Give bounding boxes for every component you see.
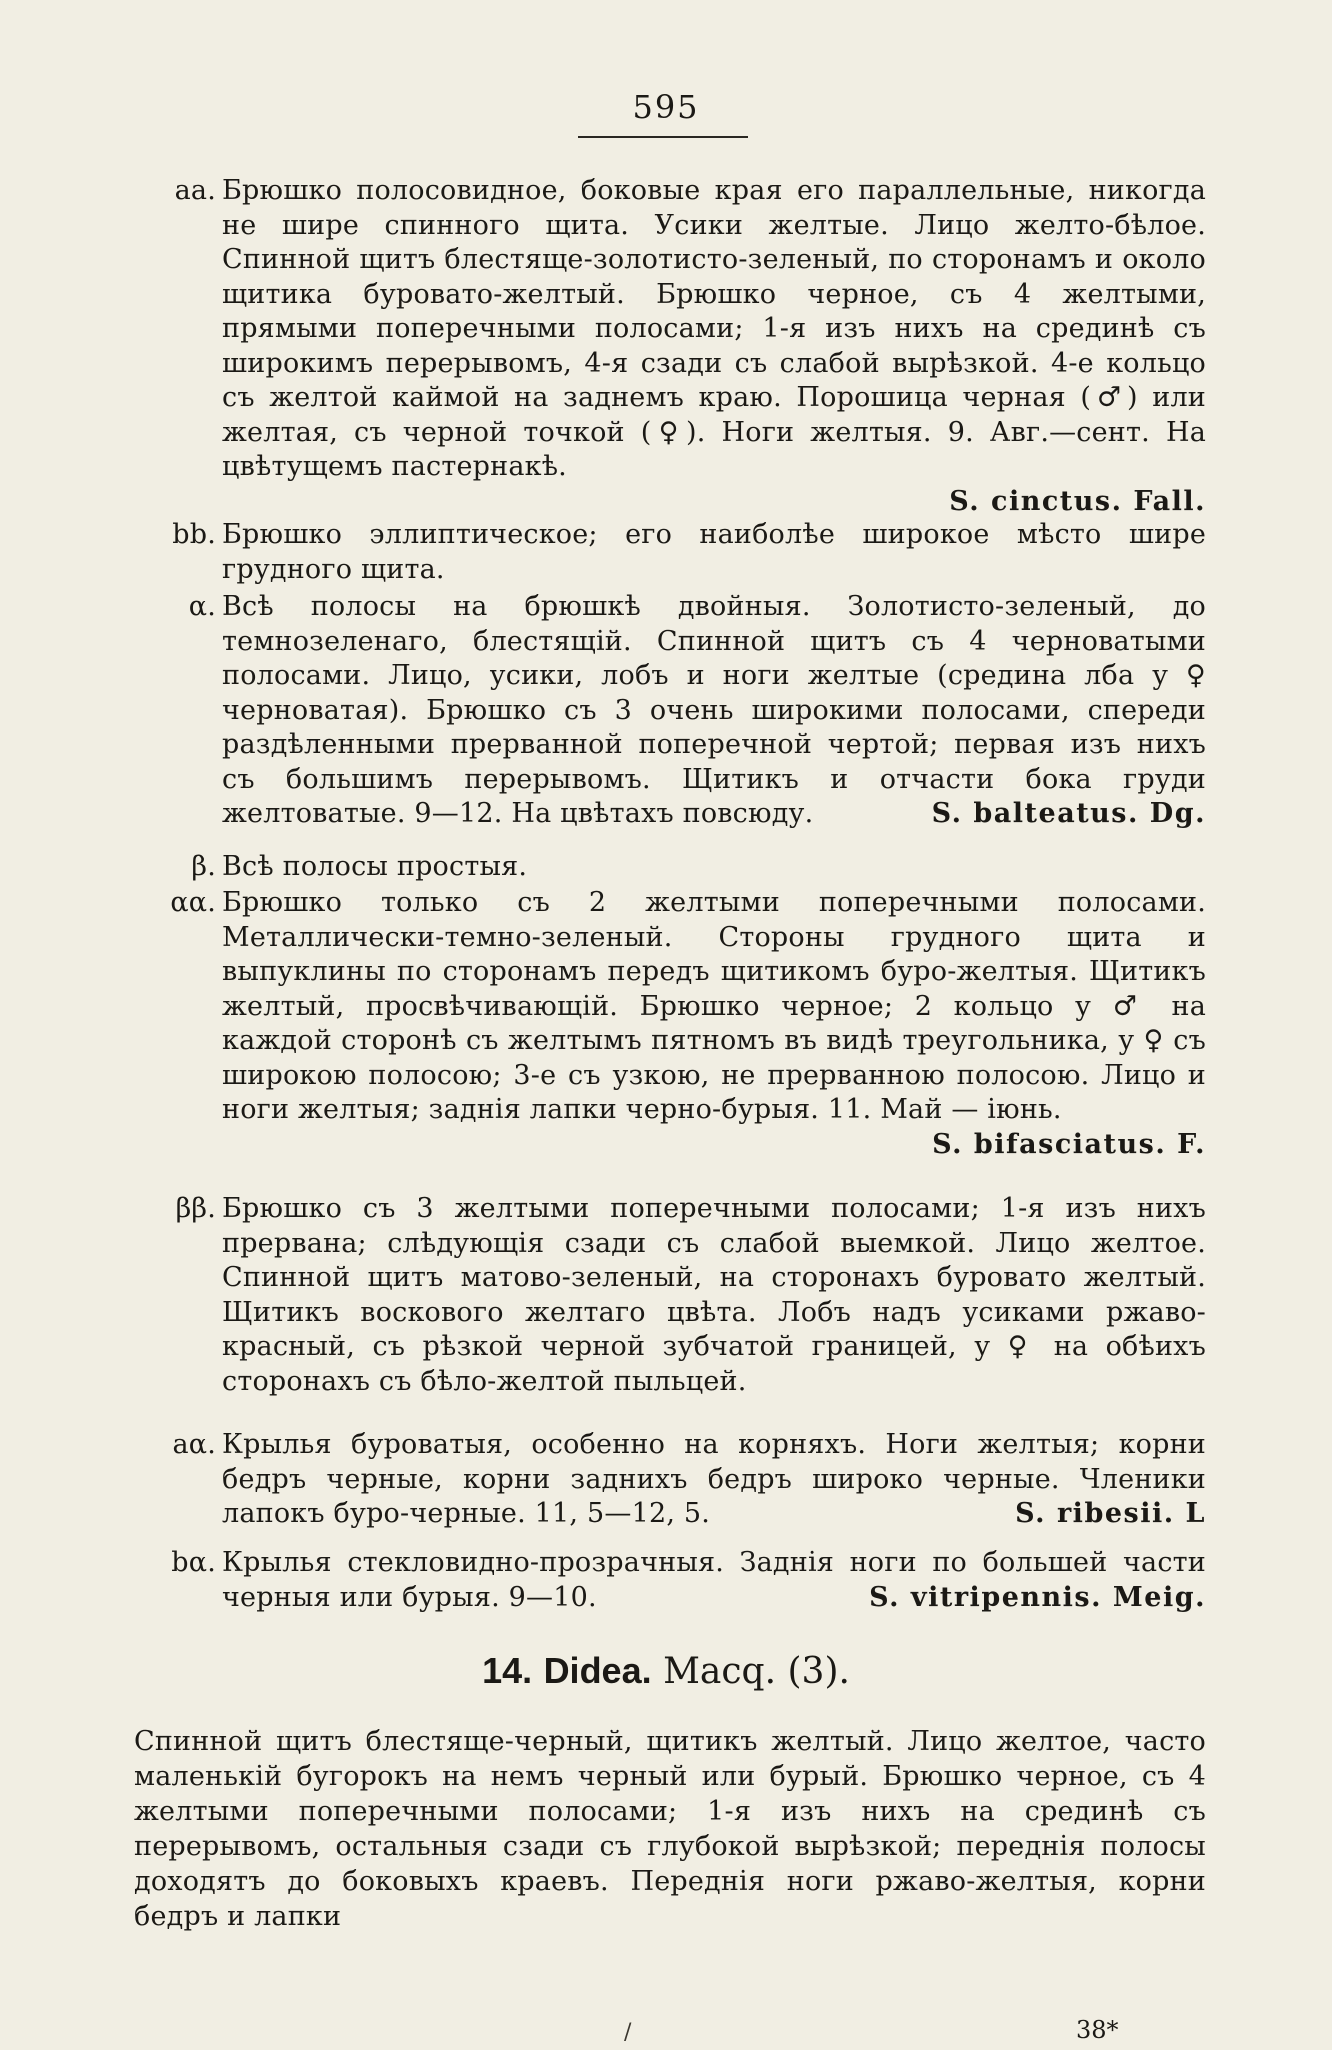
entry-text: Брюшко полосовидное, боковые края его параллельные, никогда не шире спинного щита. Усики желтые. Лицо желто-бѣлое. Спинной щитъ блестяще-золотисто-зеленый, по сторонамъ и около щитика буровато-желтый. Брюшко черное, съ 4 желтыми, прямыми поперечными полосами; 1-я изъ нихъ на срединѣ съ широкимъ перерывомъ, 4-я сзади съ слабой вырѣзкой. 4-е кольцо съ желтой каймой на заднемъ краю. Порошица черная (♂) или желтая, съ черной точкой (♀). Ноги желтыя. 9. Авг.—сент. На цвѣтущемъ пастернакѣ. — [222, 175, 1206, 482]
entry-text: Всѣ полосы простыя. — [222, 851, 528, 882]
key-entry-b-alpha — [171, 1546, 1206, 1615]
key-entry-beta — [191, 850, 1206, 885]
entry-marker: β. — [191, 851, 216, 882]
stray-mark: / — [624, 2020, 632, 2045]
key-entry-a-alpha — [172, 1428, 1206, 1532]
genus-name: Didea. — [543, 1650, 652, 1691]
entry-text: Брюшко только съ 2 желтыми поперечными полосами. Металлически-темно-зеленый. Стороны грудного щита и выпуклины по сторонамъ передъ щитикомъ буро-желтыя. Щитикъ желтый, просвѣчивающій. Брюшко черное; 2 кольцо у ♂ на каждой сторонѣ съ желтымъ пятномъ въ видѣ треугольника, у ♀ съ широкою полосою; 3-е съ узкою, не прерванною полосою. Лицо и ноги желтыя; заднія лапки черно-бурыя. 11. Май — іюнь. — [222, 887, 1206, 1125]
entry-marker: aα. — [172, 1429, 216, 1460]
species-name: S. ribesii. L — [1015, 1498, 1206, 1529]
entry-marker: aa. — [174, 175, 216, 206]
header-rule — [578, 136, 748, 138]
entry-marker: α. — [188, 591, 216, 622]
key-entry-aa — [174, 174, 1206, 519]
key-entry-alpha — [188, 590, 1206, 832]
genus-author: Macq. — [663, 1651, 777, 1692]
entry-marker: αα. — [170, 887, 216, 918]
section-heading — [0, 1650, 1332, 1692]
entry-marker: ββ. — [175, 1193, 216, 1224]
entry-marker: bb. — [172, 519, 216, 550]
section-number: 14. — [482, 1650, 533, 1691]
section-description: Спинной щитъ блестяще-черный, щитикъ желтый. Лицо желтое, часто маленькій бугорокъ на немъ черный или бурый. Брюшко черное, съ 4 желтыми поперечными полосами; 1-я изъ нихъ на срединѣ съ перерывомъ, остальныя сзади съ глубокой вырѣзкой; переднія полосы доходятъ до боковыхъ краевъ. Переднія ноги ржаво-желтыя, корни бедръ и лапки — [134, 1726, 1206, 1932]
key-entry-beta-beta — [175, 1192, 1206, 1399]
species-name: S. bifasciatus. F. — [932, 1128, 1206, 1160]
entry-text: Крылья буроватыя, особенно на корняхъ. Ноги желтыя; корни бедръ черные, корни заднихъ бедръ широко черные. Членики лапокъ буро-черные. 11, 5—12, 5. — [222, 1429, 1206, 1529]
species-name: S. balteatus. Dg. — [931, 798, 1206, 829]
entry-text: Брюшко эллиптическое; его наиболѣе широкое мѣсто шире грудного щита. — [222, 519, 1206, 585]
species-count: (3). — [787, 1651, 850, 1692]
entry-text: Брюшко съ 3 желтыми поперечными полосами; 1-я изъ нихъ прервана; слѣдующія сзади съ слабой выемкой. Лицо желтое. Спинной щитъ матово-зеленый, на сторонахъ буровато желтый. Щитикъ воскового желтаго цвѣта. Лобъ надъ усиками ржаво-красный, съ рѣзкой черной зубчатой границей, у ♀ на обѣихъ сторонахъ съ бѣло-желтой пыльцей. — [222, 1193, 1206, 1397]
entry-text: Крылья стекловидно-прозрачныя. Заднія ноги по большей части черныя или бурыя. 9—10. — [222, 1547, 1206, 1613]
key-entry-bb — [172, 518, 1206, 587]
species-name: S. cinctus. Fall. — [949, 485, 1206, 517]
printer-signature: 38* — [1076, 2016, 1119, 2044]
page-number: 595 — [632, 88, 700, 126]
entry-marker: bα. — [171, 1547, 216, 1578]
key-entry-alpha-alpha — [170, 886, 1206, 1162]
entry-text: Всѣ полосы на брюшкѣ двойныя. Золотисто-зеленый, до темнозеленаго, блестящій. Спинной щитъ съ 4 черноватыми полосами. Лицо, усики, лобъ и ноги желтые (средина лба у ♀ черноватая). Брюшко съ 3 очень широкими полосами, спереди раздѣленными прерванной поперечной чертой; первая изъ нихъ съ большимъ перерывомъ. Щитикъ и отчасти бока груди желтоватые. 9—12. На цвѣтахъ повсюду. — [222, 591, 1206, 829]
species-name: S. vitripennis. Meig. — [869, 1581, 1206, 1613]
